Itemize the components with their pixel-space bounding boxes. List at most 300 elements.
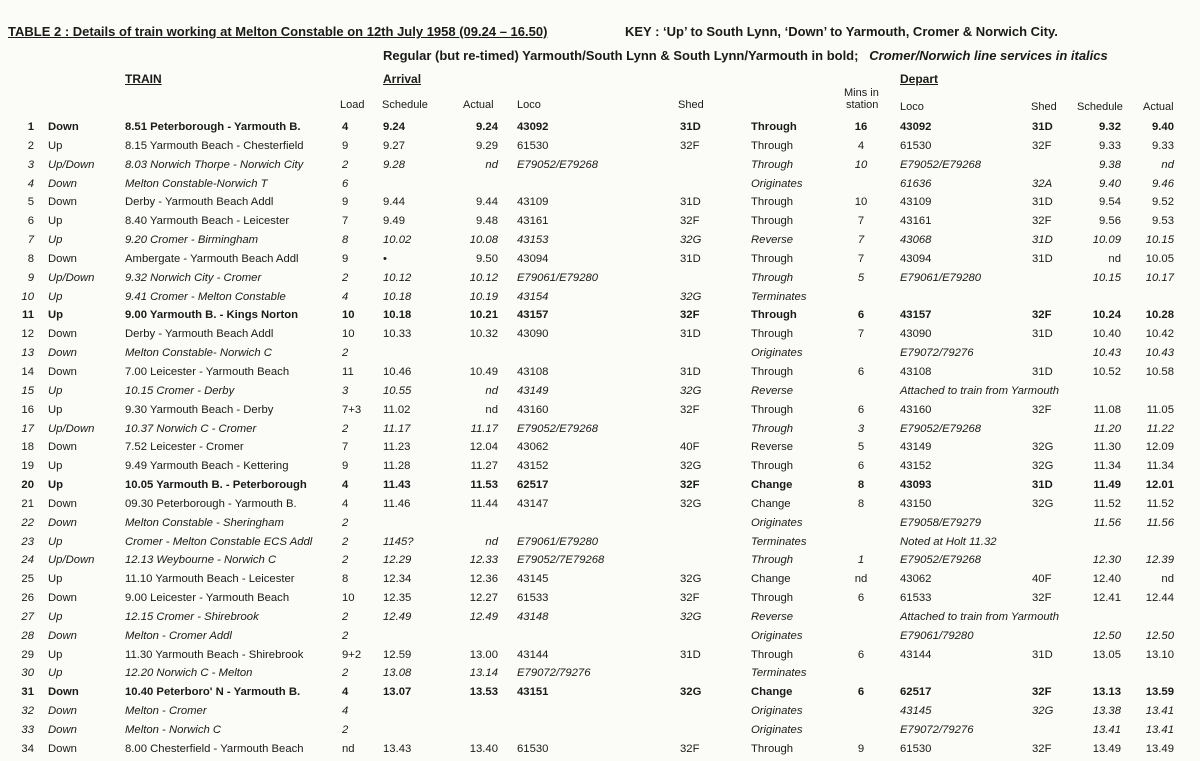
- direction: Up/Down: [48, 554, 95, 567]
- load: nd: [342, 742, 355, 755]
- train-description: Cromer - Melton Constable ECS Addl: [125, 535, 313, 548]
- row-number: 4: [27, 177, 34, 190]
- arrival-actual: 12.49: [469, 610, 498, 623]
- arrival-schedule: 9.24: [383, 121, 405, 133]
- working-action: Through: [751, 252, 794, 265]
- train-description: 8.51 Peterborough - Yarmouth B.: [125, 121, 301, 133]
- arrival-schedule: 11.28: [383, 460, 411, 473]
- direction: Up: [48, 234, 63, 247]
- working-action: Through: [751, 309, 797, 322]
- arrival-actual: 10.08: [469, 234, 498, 247]
- mins-in-station: 6: [857, 309, 865, 322]
- load: 7: [342, 441, 349, 454]
- working-action: Originates: [751, 347, 803, 360]
- direction: Down: [48, 196, 77, 209]
- working-action: Change: [751, 573, 791, 586]
- load: 2: [342, 535, 349, 548]
- row-number: 29: [21, 648, 34, 661]
- arrival-shed: 32G: [680, 573, 702, 586]
- direction: Up: [48, 479, 64, 492]
- arrival-loco: 43160: [517, 403, 549, 416]
- depart-actual: 13.59: [1145, 686, 1174, 699]
- load: 2: [342, 724, 349, 736]
- mins-in-station: 1: [857, 554, 865, 567]
- table-row: [0, 231, 1200, 250]
- working-action: Through: [751, 271, 794, 284]
- depart-shed: 31D: [1032, 121, 1053, 133]
- working-action: Originates: [751, 724, 803, 736]
- table-row: [0, 495, 1200, 514]
- arrival-schedule: 12.59: [383, 648, 412, 661]
- working-action: Reverse: [751, 441, 794, 454]
- table-row: [0, 420, 1200, 439]
- mins-in-station: nd: [854, 573, 868, 586]
- load: 11: [342, 365, 354, 378]
- table-row: [0, 702, 1200, 721]
- row-number: 8: [27, 252, 34, 265]
- direction: Up: [48, 384, 63, 397]
- arrival-shed: 32G: [680, 234, 702, 247]
- arrival-loco: 43094: [517, 252, 549, 265]
- depart-actual: 12.39: [1145, 554, 1174, 567]
- table-row: [0, 721, 1200, 740]
- table-row: [0, 325, 1200, 344]
- row-number: 21: [21, 497, 34, 510]
- depart-loco: 43092: [900, 121, 932, 133]
- direction: Down: [48, 705, 77, 718]
- key-line-2: [383, 48, 1108, 63]
- train-description: Melton - Norwich C: [125, 724, 222, 736]
- depart-schedule: 13.05: [1092, 648, 1121, 661]
- depart-loco: 43093: [900, 479, 932, 492]
- load: 2: [342, 422, 349, 435]
- load: 4: [342, 686, 349, 699]
- load: 2: [342, 158, 349, 171]
- arrival-actual: 13.40: [469, 742, 498, 755]
- row-number: 5: [27, 196, 34, 209]
- load: 9: [342, 139, 349, 152]
- depart-shed: 32G: [1032, 441, 1054, 454]
- working-action: Originates: [751, 629, 803, 642]
- depart-schedule: 10.43: [1092, 347, 1121, 360]
- col-schedule: Schedule: [382, 99, 428, 111]
- arrival-actual: 9.29: [476, 139, 498, 152]
- train-description: 09.30 Peterborough - Yarmouth B.: [125, 497, 297, 510]
- row-number: 9: [27, 271, 34, 284]
- table-row: [0, 476, 1200, 495]
- working-action: Terminates: [751, 667, 807, 680]
- arrival-schedule: 13.08: [383, 667, 412, 680]
- row-number: 27: [21, 610, 34, 623]
- row-number: 20: [21, 479, 34, 492]
- depart-schedule: 10.40: [1092, 328, 1121, 341]
- direction: Down: [48, 592, 77, 605]
- table-title: TABLE 2 : Details of train working at Melton Constable on 12th July 1958 (09.24 – 16.50): [8, 24, 548, 39]
- depart-schedule: 11.30: [1093, 441, 1121, 454]
- train-description: 8.03 Norwich Thorpe - Norwich City: [125, 158, 304, 171]
- mins-in-station: 16: [854, 121, 868, 133]
- depart-actual: 11.52: [1146, 497, 1174, 510]
- working-action: Change: [751, 479, 793, 492]
- arrival-loco: 43147: [517, 497, 549, 510]
- arrival-loco: 43153: [517, 234, 549, 247]
- arrival-loco: E79061/E79280: [517, 271, 599, 284]
- row-number: 31: [21, 686, 34, 699]
- train-description: 9.30 Yarmouth Beach - Derby: [125, 403, 274, 416]
- direction: Up: [48, 139, 63, 152]
- mins-in-station: 5: [857, 441, 865, 454]
- row-number: 6: [27, 215, 34, 228]
- row-number: 28: [21, 629, 34, 642]
- load: 9: [342, 196, 349, 209]
- train-description: 9.20 Cromer - Birmingham: [125, 234, 259, 247]
- arrival-actual: 13.53: [469, 686, 498, 699]
- train-description: Melton - Cromer Addl: [125, 629, 232, 642]
- depart-loco: 43161: [900, 215, 932, 228]
- arrival-actual: 12.27: [469, 592, 498, 605]
- direction: Up/Down: [48, 158, 95, 171]
- depart-shed: 31D: [1032, 648, 1053, 661]
- arrival-schedule: 10.18: [383, 309, 412, 322]
- depart-loco: 43062: [900, 573, 932, 586]
- table-row: [0, 363, 1200, 382]
- table-row: [0, 533, 1200, 552]
- depart-actual: 9.40: [1152, 121, 1174, 133]
- load: 2: [342, 347, 349, 360]
- train-description: 7.00 Leicester - Yarmouth Beach: [125, 365, 290, 378]
- table-row: [0, 156, 1200, 175]
- table-row: [0, 401, 1200, 420]
- arrival-loco: 43154: [517, 290, 549, 303]
- table-row: [0, 646, 1200, 665]
- depart-actual: 9.52: [1152, 196, 1174, 209]
- train-description: Melton - Cromer: [125, 705, 207, 718]
- working-action: Through: [751, 215, 794, 228]
- depart-actual: 10.58: [1145, 365, 1174, 378]
- depart-actual: 11.34: [1146, 460, 1174, 473]
- depart-shed: 32F: [1032, 309, 1052, 322]
- table-row: [0, 212, 1200, 231]
- depart-schedule: 12.50: [1092, 629, 1121, 642]
- row-number: 30: [21, 667, 34, 680]
- row-number: 11: [22, 309, 34, 322]
- train-description: 12.13 Weybourne - Norwich C: [125, 554, 277, 567]
- depart-schedule: nd: [1108, 252, 1121, 265]
- arrival-shed: 32G: [680, 686, 702, 699]
- load: 4: [342, 479, 349, 492]
- train-description: Derby - Yarmouth Beach Addl: [125, 196, 274, 209]
- section-arrival: Arrival: [383, 72, 422, 86]
- direction: Down: [48, 497, 77, 510]
- mins-in-station: 6: [857, 365, 865, 378]
- working-action: Change: [751, 497, 791, 510]
- depart-actual: 10.28: [1145, 309, 1174, 322]
- train-description: Melton Constable-Norwich T: [125, 177, 268, 190]
- train-description: 8.40 Yarmouth Beach - Leicester: [125, 215, 290, 228]
- train-description: 10.15 Cromer - Derby: [125, 384, 235, 397]
- depart-shed: 32F: [1032, 139, 1052, 152]
- table-row: [0, 137, 1200, 156]
- table-row: [0, 570, 1200, 589]
- working-action: Through: [751, 648, 794, 661]
- arrival-schedule: 11.23: [383, 441, 411, 454]
- mins-in-station: 6: [857, 648, 865, 661]
- load: 8: [342, 573, 349, 586]
- depart-shed: 31D: [1032, 328, 1053, 341]
- depart-schedule: 12.41: [1092, 592, 1121, 605]
- row-number: 32: [21, 705, 34, 718]
- arrival-shed: 31D: [680, 365, 701, 378]
- direction: Up: [48, 610, 63, 623]
- depart-loco: 43145: [900, 705, 932, 718]
- row-number: 2: [27, 139, 34, 152]
- direction: Down: [48, 121, 79, 133]
- direction: Up: [48, 573, 63, 586]
- depart-schedule: 10.24: [1092, 309, 1121, 322]
- col-shed: Shed: [678, 99, 704, 111]
- arrival-actual: 10.21: [469, 309, 498, 322]
- arrival-shed: 32G: [680, 290, 702, 303]
- table-row: [0, 683, 1200, 702]
- load: 2: [342, 629, 349, 642]
- load: 2: [342, 271, 349, 284]
- load: 6: [342, 177, 349, 190]
- arrival-actual: nd: [485, 384, 498, 397]
- arrival-actual: 9.48: [476, 215, 498, 228]
- depart-actual: 13.49: [1145, 742, 1174, 755]
- depart-actual: 10.15: [1145, 234, 1174, 247]
- depart-actual: 9.33: [1152, 139, 1174, 152]
- arrival-loco: 43145: [517, 573, 549, 586]
- arrival-actual: 13.00: [469, 648, 498, 661]
- arrival-loco: 43148: [517, 610, 549, 623]
- load: 3: [342, 384, 349, 397]
- arrival-loco: 43151: [517, 686, 549, 699]
- arrival-loco: 43092: [517, 121, 549, 133]
- arrival-loco: 43090: [517, 328, 549, 341]
- depart-shed: 31D: [1032, 252, 1053, 265]
- table-row: [0, 514, 1200, 533]
- arrival-actual: 11.27: [470, 460, 498, 473]
- working-action: Through: [751, 328, 794, 341]
- depart-loco: 43150: [900, 497, 932, 510]
- depart-shed: 32G: [1032, 460, 1054, 473]
- direction: Down: [48, 516, 77, 529]
- direction: Up: [48, 403, 63, 416]
- row-number: 3: [27, 158, 34, 171]
- depart-loco: E79061/79280: [900, 629, 974, 642]
- depart-schedule: 11.49: [1093, 479, 1121, 492]
- arrival-loco: 61530: [517, 742, 549, 755]
- arrival-loco: 43109: [517, 196, 549, 209]
- section-train: TRAIN: [125, 72, 162, 86]
- working-action: Originates: [751, 177, 803, 190]
- depart-actual: 11.05: [1146, 403, 1174, 416]
- depart-loco: 43149: [900, 441, 932, 454]
- train-description: Derby - Yarmouth Beach Addl: [125, 328, 274, 341]
- col-loco: Loco: [517, 99, 541, 111]
- depart-schedule: 11.34: [1093, 460, 1121, 473]
- row-number: 24: [21, 554, 34, 567]
- arrival-loco: 61530: [517, 139, 549, 152]
- arrival-schedule: 9.44: [383, 196, 405, 209]
- mins-in-station: 7: [857, 215, 865, 228]
- depart-loco: E79061/E79280: [900, 271, 982, 284]
- depart-schedule: 10.15: [1092, 271, 1121, 284]
- depart-loco: 43152: [900, 460, 932, 473]
- mins-in-station: 6: [857, 460, 865, 473]
- direction: Down: [48, 724, 77, 736]
- depart-schedule: 9.56: [1099, 215, 1121, 228]
- load: 4: [342, 121, 349, 133]
- depart-schedule: 12.40: [1092, 573, 1121, 586]
- arrival-schedule: 10.33: [383, 328, 412, 341]
- depart-shed: 31D: [1032, 479, 1053, 492]
- direction: Up: [48, 460, 63, 473]
- depart-loco: 43144: [900, 648, 932, 661]
- depart-shed: 40F: [1032, 573, 1052, 586]
- depart-shed: 31D: [1032, 234, 1053, 247]
- depart-schedule: 11.56: [1093, 516, 1121, 529]
- table-row: [0, 175, 1200, 194]
- table-row: [0, 608, 1200, 627]
- load: 2: [342, 667, 349, 680]
- depart-shed: 32F: [1032, 215, 1052, 228]
- train-description: 12.20 Norwich C - Melton: [125, 667, 253, 680]
- arrival-actual: 9.24: [476, 121, 498, 133]
- mins-in-station: 6: [857, 592, 865, 605]
- depart-shed: 31D: [1032, 365, 1053, 378]
- col-depart-shed: Shed: [1031, 101, 1057, 113]
- table-row: [0, 627, 1200, 646]
- arrival-schedule: 10.12: [383, 271, 412, 284]
- mins-in-station: 7: [857, 252, 865, 265]
- arrival-schedule: 12.49: [383, 610, 412, 623]
- arrival-loco: 61533: [517, 592, 549, 605]
- depart-actual: 10.17: [1145, 271, 1174, 284]
- working-action: Reverse: [751, 610, 794, 623]
- arrival-schedule: 12.29: [383, 554, 412, 567]
- depart-schedule: 10.52: [1092, 365, 1121, 378]
- train-description: Melton Constable - Sheringham: [125, 516, 284, 529]
- direction: Down: [48, 347, 77, 360]
- depart-actual: 12.09: [1145, 441, 1174, 454]
- row-number: 33: [21, 724, 34, 736]
- direction: Down: [48, 328, 77, 341]
- direction: Down: [48, 252, 77, 265]
- depart-schedule: 13.38: [1092, 705, 1121, 718]
- direction: Down: [48, 365, 77, 378]
- arrival-schedule: 10.55: [383, 384, 412, 397]
- arrival-actual: 10.12: [469, 271, 498, 284]
- table-row: [0, 306, 1200, 325]
- arrival-loco: 62517: [517, 479, 549, 492]
- arrival-schedule: 11.46: [383, 497, 411, 510]
- depart-actual: nd: [1161, 158, 1174, 171]
- direction: Up: [48, 290, 63, 303]
- direction: Down: [48, 177, 77, 190]
- train-description: 9.00 Leicester - Yarmouth Beach: [125, 592, 290, 605]
- arrival-shed: 32F: [680, 215, 700, 228]
- mins-in-station: 10: [854, 196, 868, 209]
- depart-loco: E79052/E79268: [900, 158, 982, 171]
- table-row: [0, 382, 1200, 401]
- row-number: 14: [21, 365, 34, 378]
- depart-schedule: 13.13: [1092, 686, 1121, 699]
- direction: Up: [48, 215, 63, 228]
- arrival-loco: 43062: [517, 441, 549, 454]
- table-row: [0, 118, 1200, 137]
- arrival-actual: 11.17: [470, 422, 498, 435]
- working-action: Reverse: [751, 384, 794, 397]
- table-row: [0, 269, 1200, 288]
- depart-actual: 13.41: [1145, 724, 1174, 736]
- arrival-loco: E79052/E79268: [517, 158, 599, 171]
- mins-in-station: 3: [857, 422, 865, 435]
- arrival-shed: 32G: [680, 460, 702, 473]
- table-row: [0, 664, 1200, 683]
- direction: Up/Down: [48, 422, 95, 435]
- arrival-loco: 43144: [517, 648, 549, 661]
- load: 9: [342, 460, 349, 473]
- arrival-actual: nd: [485, 535, 498, 548]
- load: 9: [342, 252, 349, 265]
- load: 4: [342, 290, 349, 303]
- depart-actual: 13.10: [1145, 648, 1174, 661]
- depart-loco: E79072/79276: [900, 724, 974, 736]
- depart-loco: Noted at Holt 11.32: [900, 535, 997, 548]
- depart-loco: 61530: [900, 139, 932, 152]
- arrival-actual: 9.44: [476, 196, 498, 209]
- arrival-schedule: 11.17: [383, 422, 411, 435]
- depart-loco: 43160: [900, 403, 932, 416]
- working-action: Originates: [751, 705, 803, 718]
- row-number: 23: [21, 535, 34, 548]
- depart-shed: 32G: [1032, 497, 1054, 510]
- row-number: 18: [21, 441, 34, 454]
- working-action: Through: [751, 121, 797, 133]
- mins-in-station: 8: [857, 479, 865, 492]
- arrival-shed: 32G: [680, 384, 702, 397]
- working-action: Originates: [751, 516, 803, 529]
- direction: Up: [48, 535, 63, 548]
- train-description: 9.00 Yarmouth B. - Kings Norton: [125, 309, 299, 322]
- depart-shed: 32F: [1032, 592, 1052, 605]
- depart-loco: 43090: [900, 328, 932, 341]
- mins-in-station: 7: [857, 234, 865, 247]
- depart-loco: E79052/E79268: [900, 422, 982, 435]
- arrival-loco: 43149: [517, 384, 549, 397]
- working-action: Through: [751, 158, 794, 171]
- arrival-shed: 31D: [680, 196, 701, 209]
- train-description: 11.30 Yarmouth Beach - Shirebrook: [125, 648, 304, 661]
- depart-schedule: 9.40: [1099, 177, 1121, 190]
- row-number: 26: [21, 592, 34, 605]
- train-description: 11.10 Yarmouth Beach - Leicester: [125, 573, 295, 586]
- arrival-loco: E79061/E79280: [517, 535, 599, 548]
- arrival-shed: 31D: [680, 121, 701, 133]
- working-action: Through: [751, 460, 794, 473]
- depart-loco: E79052/E79268: [900, 554, 982, 567]
- depart-loco: 43094: [900, 252, 932, 265]
- direction: Down: [48, 629, 77, 642]
- col-depart-loco: Loco: [900, 101, 924, 113]
- arrival-shed: 32G: [680, 610, 702, 623]
- arrival-shed: 32F: [680, 479, 700, 492]
- arrival-schedule: 12.34: [383, 573, 412, 586]
- depart-actual: 13.41: [1145, 705, 1174, 718]
- train-description: Ambergate - Yarmouth Beach Addl: [125, 252, 299, 265]
